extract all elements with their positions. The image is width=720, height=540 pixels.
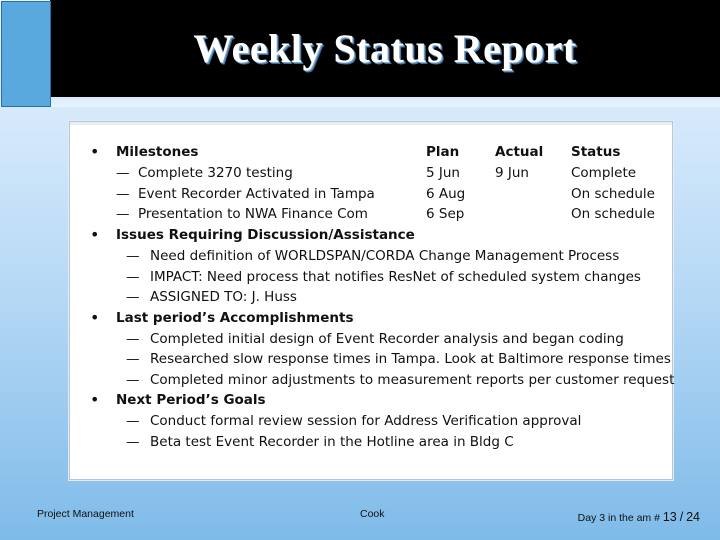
- corner-accent: [1, 1, 51, 107]
- list-item: [70, 246, 672, 266]
- column-header-actual: Actual: [495, 144, 544, 160]
- milestones-heading-row: [70, 142, 672, 162]
- dash-icon: —: [126, 372, 140, 388]
- header-band: [0, 97, 720, 107]
- milestone-row: [70, 163, 672, 183]
- column-header-plan: Plan: [426, 144, 460, 160]
- milestone-plan: 6 Sep: [426, 206, 465, 222]
- list-item-text: Researched slow response times in Tampa. Look at Baltimore response times: [150, 351, 671, 367]
- list-item-text: Need definition of WORLDSPAN/CORDA Change Management Process: [150, 248, 620, 264]
- dash-icon: —: [126, 248, 140, 264]
- milestone-row: [70, 184, 672, 204]
- milestone-row: [70, 204, 672, 224]
- page-title: Weekly Status Report: [193, 26, 577, 71]
- milestone-status: On schedule: [571, 186, 655, 202]
- section-heading: Last period’s Accomplishments: [116, 310, 354, 326]
- footer-page-info: [578, 510, 700, 524]
- list-item-text: Conduct formal review session for Address Verification approval: [150, 413, 582, 429]
- bullet-icon: •: [90, 390, 100, 409]
- bullet-icon: •: [90, 308, 100, 327]
- bullet-icon: •: [90, 225, 100, 244]
- dash-icon: —: [126, 269, 140, 285]
- footer-right-prefix: Day 3 in the am #: [577, 512, 660, 524]
- page-total: 24: [686, 510, 700, 524]
- dash-icon: —: [126, 351, 140, 367]
- footer-left: Project Management: [37, 508, 134, 520]
- milestone-name: Presentation to NWA Finance Com: [138, 206, 368, 222]
- list-item: [70, 329, 672, 349]
- page-separator: /: [679, 510, 684, 524]
- list-item-text: Beta test Event Recorder in the Hotline area in Bldg C: [150, 434, 514, 450]
- accomplishments-heading-row: [70, 308, 672, 328]
- bullet-icon: •: [90, 142, 100, 161]
- list-item: [70, 349, 672, 369]
- dash-icon: —: [116, 165, 130, 181]
- issues-heading-row: [70, 225, 672, 245]
- page-number: 13: [662, 510, 677, 524]
- dash-icon: —: [116, 186, 130, 202]
- goals-heading-row: [70, 390, 672, 410]
- dash-icon: —: [126, 434, 140, 450]
- section-heading: Next Period’s Goals: [116, 392, 266, 408]
- section-heading: Milestones: [116, 144, 199, 160]
- milestone-name: Event Recorder Activated in Tampa: [138, 186, 375, 202]
- list-item: [70, 370, 675, 390]
- milestone-name: Complete 3270 testing: [138, 165, 293, 181]
- list-item-text: ASSIGNED TO: J. Huss: [150, 289, 297, 305]
- list-item-text: IMPACT: Need process that notifies ResNet of scheduled system changes: [150, 269, 641, 285]
- list-item: [70, 411, 672, 431]
- milestone-actual: 9 Jun: [495, 165, 529, 181]
- footer-center: Cook: [360, 508, 385, 520]
- dash-icon: —: [126, 331, 140, 347]
- list-item-text: Completed minor adjustments to measurement reports per customer request: [150, 372, 675, 388]
- list-item: [70, 432, 672, 452]
- list-item: [70, 267, 672, 287]
- dash-icon: —: [116, 206, 130, 222]
- milestone-plan: 5 Jun: [426, 165, 460, 181]
- milestone-status: Complete: [571, 165, 637, 181]
- section-heading: Issues Requiring Discussion/Assistance: [116, 227, 415, 243]
- dash-icon: —: [126, 413, 140, 429]
- report-content-box: [69, 121, 673, 480]
- milestone-status: On schedule: [571, 206, 655, 222]
- milestone-plan: 6 Aug: [426, 186, 466, 202]
- dash-icon: —: [126, 289, 140, 305]
- list-item: [70, 287, 672, 307]
- list-item-text: Completed initial design of Event Recorder analysis and began coding: [150, 331, 624, 347]
- column-header-status: Status: [571, 144, 621, 160]
